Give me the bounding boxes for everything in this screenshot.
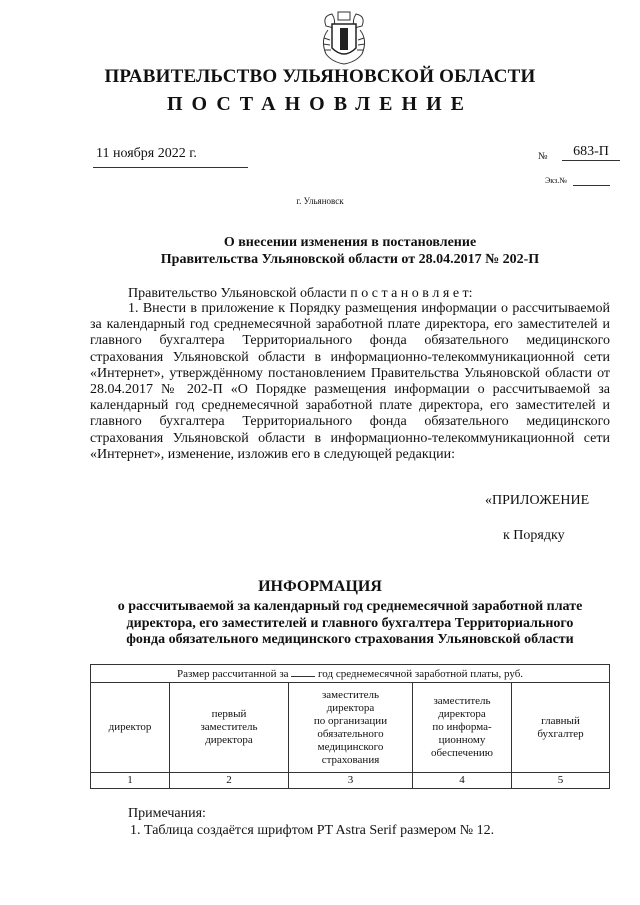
notes-heading: Примечания: [128, 806, 206, 821]
span-header-part-b: год среднемесячной заработной платы, руб. [318, 668, 524, 680]
document-type: ПОСТАНОВЛЕНИЕ [167, 93, 473, 115]
paragraph-1: 1. Внести в приложение к Порядку размещения информации о рассчитываемой за календарный год среднемесячной заработной плате директора, его заместителей и главного бухгалтера Территориального фонда обязательного медицинского страхования Ульяновской области в информационно-телекоммуникационной сети «Интернет», утверждённому постановлением Правительства Ульяновской области от 28.04.2017 № 202-П «О Порядке размещения информации о рассчитываемой за календарный год среднемесячной заработной плате директора, его заместителей и главного бухгалтера Территориального фонда обязательного медицинского страхования Ульяновской области в информационно-телекоммуникационной сети «Интернет», изменение, изложив его в следующей редакции: [90, 301, 610, 462]
col-number-3: 3 [289, 773, 413, 789]
information-heading: ИНФОРМАЦИЯ [258, 578, 382, 595]
col3-line6: страхования [321, 753, 380, 766]
col3-line5: медицинского [317, 740, 384, 753]
col-number-4: 4 [413, 773, 512, 789]
col3-line3: по организации [313, 714, 388, 727]
preamble-subject: Правительство Ульяновской области [128, 286, 351, 301]
date-underline [93, 167, 248, 168]
document-title [60, 234, 640, 268]
table-span-header-row [91, 665, 610, 683]
subtitle-line-2: директора, его заместителей и главного бухгалтера Территориального [126, 615, 574, 631]
note-1: 1. Таблица создаётся шрифтом PT Astra Serif размером № 12. [130, 823, 495, 838]
subtitle-line-3: фонда обязательного медицинского страхования Ульяновской области [126, 632, 574, 647]
col-header-deputy-insurance [289, 683, 413, 773]
copy-number-label: Экз.№ [545, 176, 567, 185]
span-header-part-a: Размер рассчитанной за [176, 668, 289, 680]
col4-line1: заместитель [433, 695, 491, 707]
col5-line1: главный [541, 714, 580, 727]
col-header-director [91, 683, 170, 773]
col1-line1: директор [108, 721, 152, 733]
preamble [128, 286, 473, 302]
col-number-5: 5 [512, 773, 610, 789]
col2-line3: директора [205, 734, 253, 746]
col4-line3: по информа- [432, 721, 492, 733]
organization-title: ПРАВИТЕЛЬСТВО УЛЬЯНОВСКОЙ ОБЛАСТИ [104, 66, 536, 87]
col-number-1: 1 [91, 773, 170, 789]
preamble-verb: п о с т а н о в л я е т: [350, 286, 473, 301]
col3-line2: директора [326, 701, 375, 714]
col5-line2: бухгалтер [537, 727, 584, 740]
salary-table [90, 664, 610, 789]
table-span-header [91, 665, 610, 683]
col3-line4: обязательного [317, 727, 384, 740]
appendix-ref: к Порядку [503, 528, 565, 543]
col-header-chief-accountant [512, 683, 610, 773]
col2-line2: заместитель [200, 721, 258, 733]
appendix-label: «ПРИЛОЖЕНИЕ [485, 493, 590, 508]
col-header-first-deputy [170, 683, 289, 773]
title-line-1: О внесении изменения в постановление [223, 235, 477, 250]
title-line-2: Правительства Ульяновской области от 28.04.2017 № 202-П [160, 252, 540, 267]
document-number: 683-П [562, 144, 620, 161]
col-header-deputy-it [413, 683, 512, 773]
col3-line1: заместитель [321, 688, 380, 701]
document-date: 11 ноября 2022 г. [96, 146, 197, 161]
table-number-row [91, 773, 610, 789]
col4-line4: ционному [438, 734, 486, 746]
col4-line5: обеспечению [431, 747, 493, 759]
copy-number-line [573, 185, 610, 186]
information-subtitle [60, 599, 640, 649]
col-number-2: 2 [170, 773, 289, 789]
city: г. Ульяновск [296, 196, 344, 206]
col4-line2: директора [438, 708, 486, 720]
col2-line1: первый [211, 708, 247, 720]
subtitle-line-1: о рассчитываемой за календарный год среднемесячной заработной плате [117, 599, 583, 614]
year-blank [291, 666, 315, 677]
main-text [90, 301, 610, 463]
table-column-headers [91, 683, 610, 773]
number-label: № [538, 151, 548, 162]
coat-of-arms-icon [318, 10, 370, 68]
